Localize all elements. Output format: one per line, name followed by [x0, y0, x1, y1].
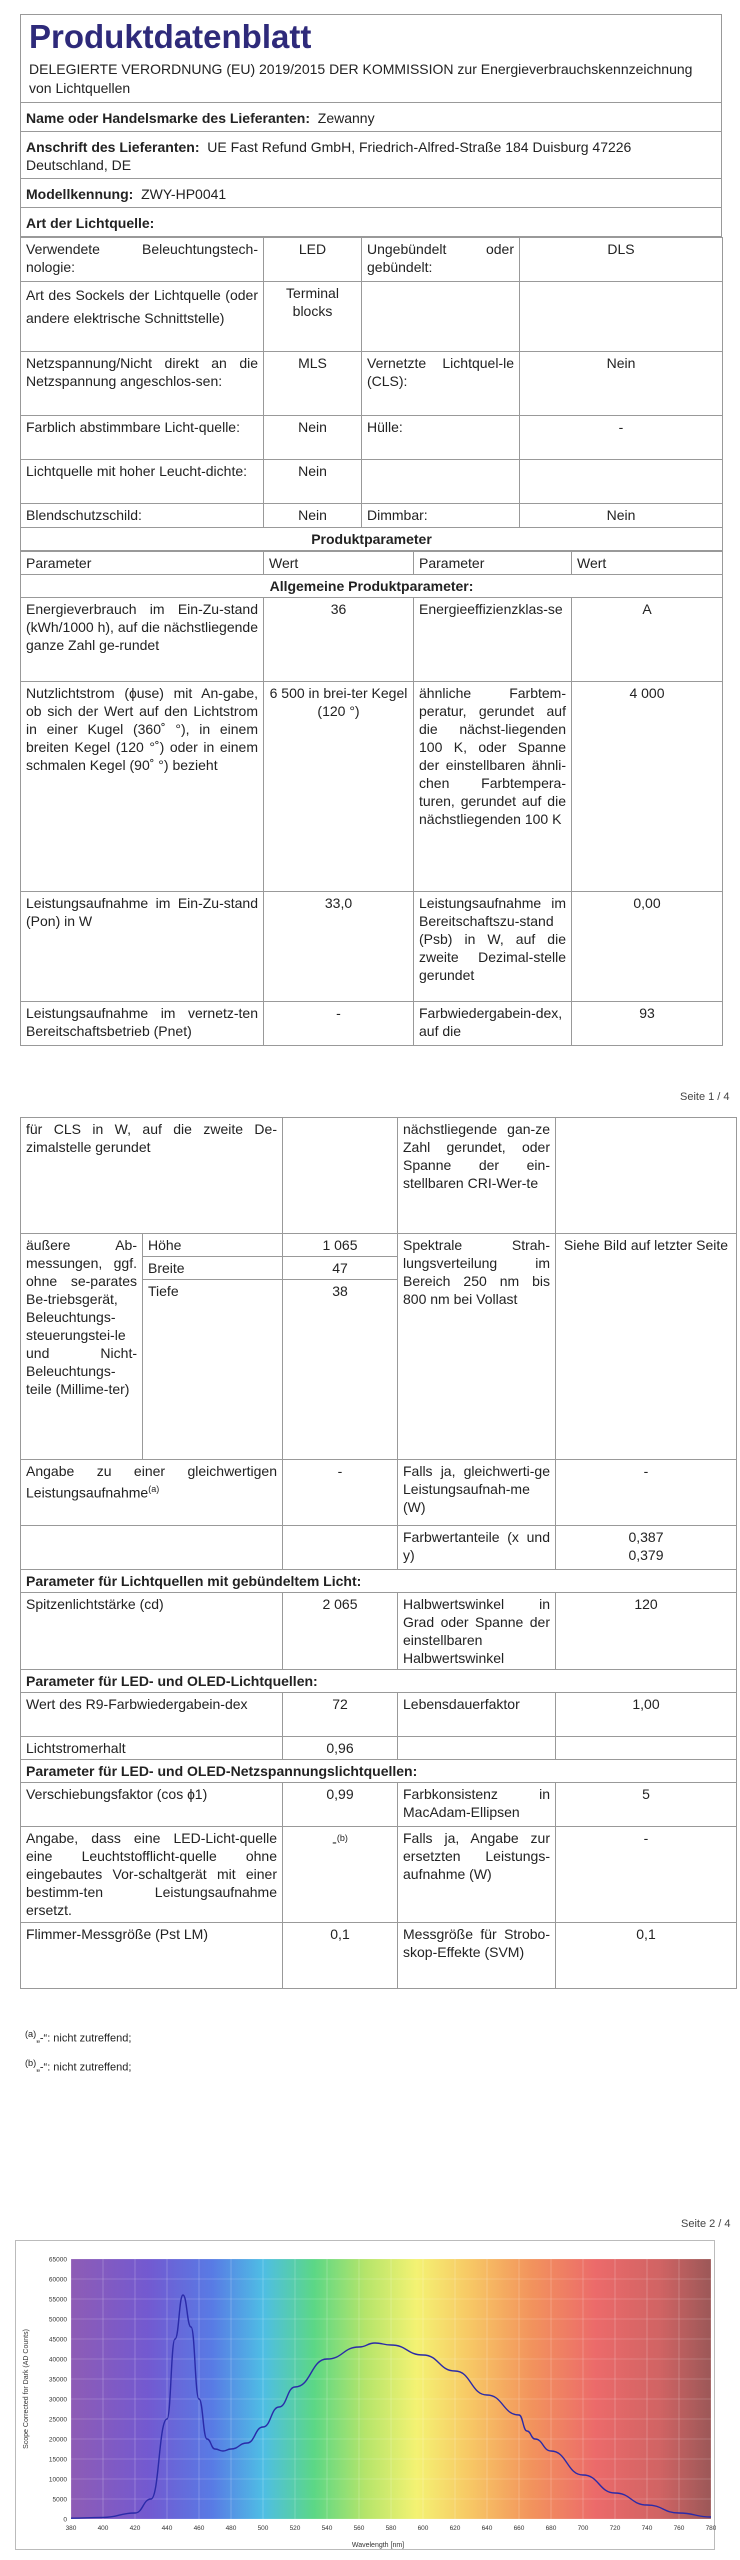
y-axis-label: Scope Corrected for Dark (AD Counts) [23, 2329, 30, 2449]
mains-value: MLS [264, 352, 362, 416]
x-tick-label: 500 [257, 2525, 269, 2532]
footnote-b-label: (b) [25, 2057, 37, 2068]
dimmable-label: Dimmbar: [362, 504, 520, 528]
footnote-b-text: „-“: nicht zutreffend; [36, 2061, 132, 2074]
parameters-table-p1 [20, 551, 723, 1046]
depth-label: Tiefe [143, 1280, 283, 1460]
light-type-table [20, 237, 723, 551]
envelope-label: Hülle: [362, 416, 520, 460]
footnote-ref-b: (b) [336, 1833, 348, 1843]
spectrum-chart [16, 2241, 716, 2551]
envelope-value: - [520, 416, 723, 460]
footnote-a [25, 2022, 131, 2051]
page-number-1: Seite 1 / 4 [680, 1091, 730, 1103]
fluorescent-replacement-value [283, 1827, 398, 1923]
cls-value: Nein [520, 352, 723, 416]
cct-label: ähnliche Farbtem-peratur, gerundet auf die nächst-liegenden 100 K, oder Spanne der einstellbaren ähnli-chen Farbtempera-turen, gerundet auf die nächstliegenden 100 K [414, 682, 572, 892]
general-parameters-heading: Allgemeine Produktparameter: [21, 575, 723, 598]
r9-label: Wert des R9-Farbwiedergabein-dex [21, 1693, 283, 1737]
y-tick-label: 60000 [48, 2276, 67, 2284]
spectrum-chart-frame [15, 2240, 715, 2550]
y-tick-label: 5000 [52, 2496, 67, 2504]
x-tick-label: 560 [353, 2525, 365, 2532]
lumen-maintenance-value: 0,96 [283, 1737, 398, 1760]
model-value: ZWY-HP0041 [141, 186, 227, 202]
col-header-parameter: Parameter [21, 552, 264, 575]
model-row [21, 179, 722, 208]
footnote-a-label: (a) [25, 2029, 37, 2039]
psb-value: 0,00 [572, 892, 723, 1002]
col-header-value: Wert [264, 552, 414, 575]
power-factor-label: Verschiebungsfaktor (cos ɸ1) [21, 1783, 283, 1827]
y-tick-label: 25000 [48, 2416, 67, 2424]
document-title: Produktdatenblatt [29, 18, 312, 55]
y-tick-label: 65000 [48, 2256, 67, 2264]
macadam-label: Farbkonsistenz in MacAdam-Ellipsen [398, 1783, 556, 1827]
psb-label: Leistungsaufnahme im Bereitschaftszu-stand (Psb) in W, auf die zweite Dezimal-stelle gerundet [414, 892, 572, 1002]
empty-cell [283, 1526, 398, 1570]
x-tick-label: 420 [129, 2525, 141, 2532]
replaced-power-value: - [556, 1827, 737, 1923]
beam-angle-value: 120 [556, 1593, 737, 1670]
tunable-label: Farblich abstimmbare Licht-quelle: [21, 416, 264, 460]
supplier-address-row [21, 132, 722, 179]
cls-label: Vernetzte Lichtquel-le (CLS): [362, 352, 520, 416]
x-tick-label: 720 [609, 2525, 621, 2532]
pon-label: Leistungsaufnahme im Ein-Zu-stand (Pon) in W [21, 892, 264, 1002]
mains-led-heading: Parameter für LED- und OLED-Netzspannungslichtquellen: [21, 1760, 737, 1783]
y-tick-label: 10000 [48, 2476, 67, 2484]
spd-value: Siehe Bild auf letzter Seite [556, 1234, 737, 1460]
x-tick-label: 660 [513, 2525, 525, 2532]
glare-label: Blendschutzschild: [21, 504, 264, 528]
energy-label: Energieverbrauch im Ein-Zu-stand (kWh/1000 h), auf die nächstliegende ganze Zahl ge-rundet [21, 598, 264, 682]
width-label: Breite [143, 1257, 283, 1280]
x-tick-label: 760 [673, 2525, 685, 2532]
model-label: Modellkennung: [26, 186, 134, 202]
survival-factor-value: 1,00 [556, 1693, 737, 1737]
y-tick-label: 45000 [48, 2336, 67, 2344]
empty-cell [556, 1118, 737, 1234]
empty-cell [362, 460, 520, 504]
svm-value: 0,1 [556, 1923, 737, 1989]
r9-value: 72 [283, 1693, 398, 1737]
empty-cell [520, 282, 723, 352]
chart-grid [71, 2259, 711, 2519]
chromaticity-x: 0,387 [628, 1529, 664, 1545]
dimensions-label: äußere Ab-messungen, ggf. ohne se-parates Be-triebsgerät, Beleuchtungs-steuerungstei-le und Nicht-Beleuchtungs-teile (Millime-ter) [21, 1234, 143, 1460]
supplier-name-row [21, 103, 722, 132]
x-tick-label: 380 [65, 2525, 77, 2532]
macadam-value: 5 [556, 1783, 737, 1827]
supplier-table [20, 102, 722, 237]
pnet-label: Leistungsaufnahme im vernetz-ten Bereitschaftsbetrieb (Pnet) [21, 1002, 264, 1046]
y-tick-label: 15000 [48, 2456, 67, 2464]
beam-angle-label: Halbwertswinkel in Grad oder Spanne der einstellbaren Halbwertswinkel [398, 1593, 556, 1670]
fluorescent-replacement-label: Angabe, dass eine LED-Licht-quelle eine Leuchtstofflicht-quelle ohne eingebautes Vor-schaltgerät mit einer bestimm-ten Leistungsaufnahme ersetzt. [21, 1827, 283, 1923]
equivalent-power-value: - [283, 1460, 398, 1526]
energy-class-label: Energieeffizienzklas-se [414, 598, 572, 682]
cri-value: 93 [572, 1002, 723, 1046]
col-header-parameter: Parameter [414, 552, 572, 575]
pnet-label-continued: für CLS in W, auf die zweite De-zimalstelle gerundet [21, 1118, 283, 1234]
page-1 [20, 14, 722, 1046]
product-parameters-heading: Produktparameter [21, 528, 723, 551]
x-tick-label: 600 [417, 2525, 429, 2532]
survival-factor-label: Lebensdauerfaktor [398, 1693, 556, 1737]
page-2 [20, 1117, 736, 1989]
cri-label: Farbwiedergabein-dex, auf die [414, 1002, 572, 1046]
parameters-table-p2 [20, 1117, 737, 1989]
x-tick-label: 440 [161, 2525, 173, 2532]
tech-label: Verwendete Beleuchtungstech-nologie: [21, 238, 264, 282]
energy-class-value: A [572, 598, 723, 682]
footnote-b [25, 2051, 131, 2080]
x-tick-label: 780 [705, 2525, 716, 2532]
equivalent-power-yes-value: - [556, 1460, 737, 1526]
supplier-name-label: Name oder Handelsmarke des Lieferanten: [26, 110, 310, 126]
directional-heading: Parameter für Lichtquellen mit gebündeltem Licht: [21, 1570, 737, 1593]
document-subtitle: DELEGIERTE VERORDNUNG (EU) 2019/2015 DER KOMMISSION zur Energieverbrauchskennzeichnung von Lichtquellen [29, 61, 693, 96]
supplier-address-label: Anschrift des Lieferanten: [26, 139, 200, 155]
x-tick-label: 620 [449, 2525, 461, 2532]
tech-value: LED [264, 238, 362, 282]
y-tick-label: 50000 [48, 2316, 67, 2324]
col-header-value: Wert [572, 552, 723, 575]
focus-label: Ungebündelt oder gebündelt: [362, 238, 520, 282]
depth-value: 38 [283, 1280, 398, 1460]
cri-label-continued: nächstliegende gan-ze Zahl gerundet, oder Spanne der ein-stellbaren CRI-Wer-te [398, 1118, 556, 1234]
y-tick-label: 40000 [48, 2356, 67, 2364]
chromaticity-y: 0,379 [628, 1547, 664, 1563]
empty-cell [556, 1737, 737, 1760]
x-axis-ticks [66, 2525, 716, 2532]
x-tick-label: 700 [577, 2525, 589, 2532]
socket-value: Terminal blocks [264, 282, 362, 352]
empty-cell [21, 1526, 283, 1570]
y-tick-label: 30000 [48, 2396, 67, 2404]
energy-value: 36 [264, 598, 414, 682]
y-tick-label: 55000 [48, 2296, 67, 2304]
y-tick-label: 35000 [48, 2376, 67, 2384]
y-axis-ticks [49, 2257, 67, 2524]
peak-intensity-value: 2 065 [283, 1593, 398, 1670]
title-box [20, 14, 722, 102]
page-number-2: Seite 2 / 4 [681, 2218, 731, 2230]
fluorescent-replacement-text: - [332, 1833, 337, 1850]
x-tick-label: 540 [321, 2525, 333, 2532]
supplier-name-value: Zewanny [317, 110, 375, 126]
equivalent-power-text: Angabe zu einer gleichwertigen Leistungsaufnahme [26, 1463, 277, 1501]
y-tick-label: 20000 [48, 2436, 67, 2444]
svm-label: Messgröße für Strobo-skop-Effekte (SVM) [398, 1923, 556, 1989]
chromaticity-label: Farbwertanteile (x und y) [398, 1526, 556, 1570]
x-tick-label: 460 [193, 2525, 205, 2532]
focus-value: DLS [520, 238, 723, 282]
x-tick-label: 740 [641, 2525, 653, 2532]
x-tick-label: 480 [225, 2525, 237, 2532]
power-factor-value: 0,99 [283, 1783, 398, 1827]
light-type-heading: Art der Lichtquelle: [21, 208, 722, 237]
empty-cell [398, 1737, 556, 1760]
x-tick-label: 400 [97, 2525, 109, 2532]
footnote-ref-a: (a) [148, 1484, 160, 1494]
supplier-address-value: UE Fast Refund GmbH, Friedrich-Alfred-Straße 184 Duisburg 47226 Deutschland, DE [26, 139, 632, 173]
dimmable-value: Nein [520, 504, 723, 528]
empty-cell [520, 460, 723, 504]
lumen-maintenance-label: Lichtstromerhalt [21, 1737, 283, 1760]
spd-label: Spektrale Strah-lungsverteilung im Bereich 250 nm bis 800 nm bei Vollast [398, 1234, 556, 1460]
flicker-label: Flimmer-Messgröße (Pst LM) [21, 1923, 283, 1989]
tunable-value: Nein [264, 416, 362, 460]
x-tick-label: 520 [289, 2525, 301, 2532]
flicker-value: 0,1 [283, 1923, 398, 1989]
peak-intensity-label: Spitzenlichtstärke (cd) [21, 1593, 283, 1670]
equivalent-power-yes-label: Falls ja, gleichwerti-ge Leistungsaufnah-me (W) [398, 1460, 556, 1526]
width-value: 47 [283, 1257, 398, 1280]
x-axis-label: Wavelength [nm] [351, 2542, 405, 2549]
flux-value: 6 500 in brei-ter Kegel (120 °) [264, 682, 414, 892]
height-value: 1 065 [283, 1234, 398, 1257]
empty-cell [362, 282, 520, 352]
y-tick-label: 0 [63, 2516, 67, 2524]
height-label: Höhe [143, 1234, 283, 1257]
pnet-value: - [264, 1002, 414, 1046]
footnote-a-text: „-“: nicht zutreffend; [36, 2032, 132, 2045]
cct-value: 4 000 [572, 682, 723, 892]
flux-label: Nutzlichtstrom (ɸuse) mit An-gabe, ob sich der Wert auf den Lichtstrom in einer Kugel (360˚ °), in einem breiten Kegel (120 °˚) oder in einem schmalen Kegel (90˚ °) bezieht [21, 682, 264, 892]
high-luminance-value: Nein [264, 460, 362, 504]
chromaticity-values [556, 1526, 737, 1570]
high-luminance-label: Lichtquelle mit hoher Leucht-dichte: [21, 460, 264, 504]
x-tick-label: 640 [481, 2525, 493, 2532]
glare-value: Nein [264, 504, 362, 528]
x-tick-label: 580 [385, 2525, 397, 2532]
footnotes [25, 2022, 131, 2079]
socket-label: Art des Sockels der Lichtquelle (oder andere elektrische Schnittstelle) [21, 282, 264, 352]
led-heading: Parameter für LED- und OLED-Lichtquellen: [21, 1670, 737, 1693]
pon-value: 33,0 [264, 892, 414, 1002]
empty-cell [283, 1118, 398, 1234]
x-tick-label: 680 [545, 2525, 557, 2532]
equivalent-power-label [21, 1460, 283, 1526]
replaced-power-label: Falls ja, Angabe zur ersetzten Leistungs-aufnahme (W) [398, 1827, 556, 1923]
mains-label: Netzspannung/Nicht direkt an die Netzspannung angeschlos-sen: [21, 352, 264, 416]
